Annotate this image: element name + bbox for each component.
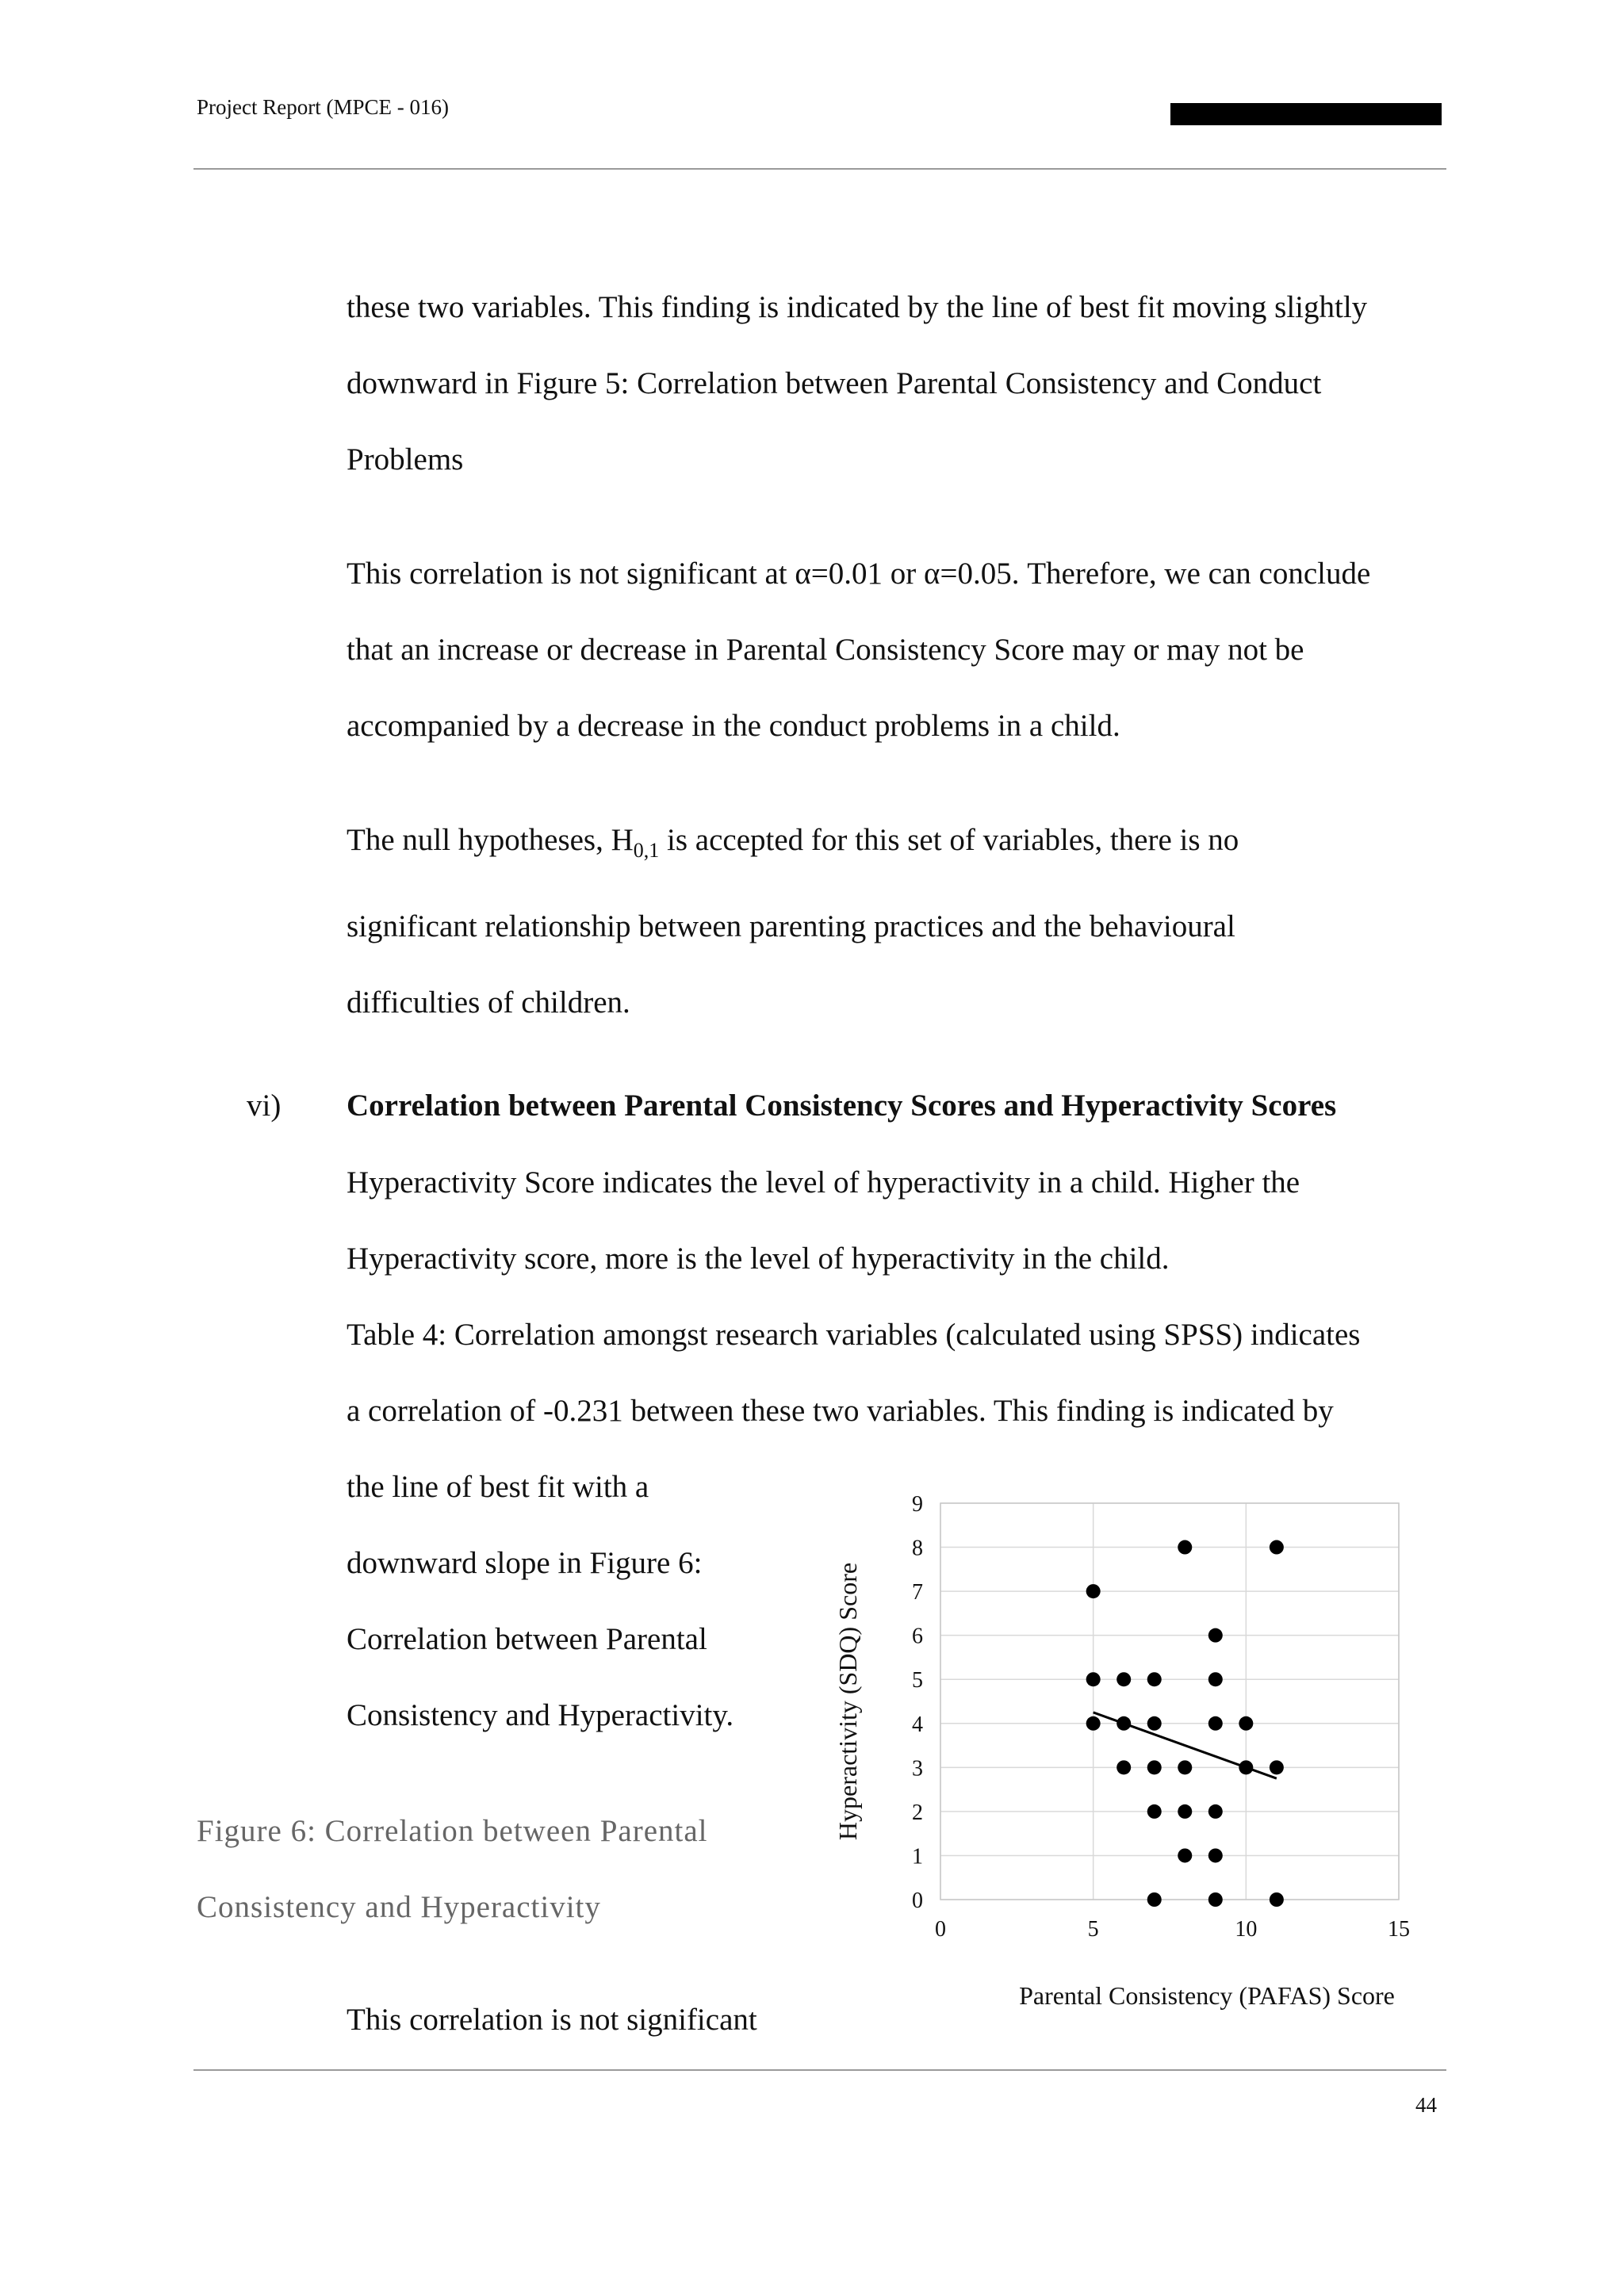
- section-body: [347, 1145, 1457, 1449]
- header-rule: [193, 168, 1446, 170]
- data-point: [1147, 1716, 1162, 1731]
- y-tick-label: 6: [912, 1624, 923, 1649]
- x-axis-label: Parental Consistency (PAFAS) Score: [1019, 1981, 1395, 2010]
- text-line: This correlation is not significant at α=0.01 or α=0.05. Therefore, we can conclude: [347, 557, 1371, 591]
- text-span: The null hypotheses, H: [347, 823, 634, 857]
- data-point: [1208, 1892, 1223, 1907]
- caption-line: Figure 6: Correlation between Parental: [197, 1814, 708, 1848]
- text-line: Table 4: Correlation amongst research variables (calculated using SPSS) indicates: [347, 1318, 1361, 1352]
- text-line: Hyperactivity score, more is the level of hyperactivity in the child.: [347, 1242, 1170, 1276]
- data-point: [1208, 1848, 1223, 1862]
- data-point: [1208, 1804, 1223, 1819]
- data-point: [1178, 1540, 1192, 1555]
- section-number: vi): [247, 1089, 282, 1123]
- data-point: [1208, 1716, 1223, 1731]
- x-tick-labels: [935, 1917, 1410, 1942]
- trailing-text: [347, 1982, 822, 2058]
- data-point: [1208, 1672, 1223, 1686]
- y-tick-label: 8: [912, 1536, 923, 1561]
- data-point: [1270, 1892, 1284, 1907]
- data-point: [1147, 1672, 1162, 1686]
- data-point: [1086, 1716, 1101, 1731]
- data-point: [1086, 1672, 1101, 1686]
- data-point: [1147, 1892, 1162, 1907]
- y-axis-label: Hyperactivity (SDQ) Score: [833, 1562, 862, 1841]
- y-tick-label: 4: [912, 1712, 923, 1737]
- footer-rule: [193, 2069, 1446, 2071]
- text-line: This correlation is not significant: [347, 2003, 757, 2037]
- text-line: Correlation between Parental: [347, 1622, 707, 1656]
- x-tick-label: 0: [935, 1917, 946, 1942]
- data-point: [1178, 1760, 1192, 1774]
- subscript: 0,1: [633, 838, 660, 862]
- data-point: [1086, 1584, 1101, 1598]
- data-point: [1116, 1760, 1131, 1774]
- data-point: [1239, 1716, 1253, 1731]
- text-line: downward in Figure 5: Correlation between Parental Consistency and Conduct: [347, 366, 1322, 400]
- wrapped-text: [347, 1449, 791, 1754]
- data-point: [1270, 1540, 1284, 1555]
- text-line: Hyperactivity Score indicates the level of hyperactivity in a child. Higher the: [347, 1165, 1300, 1200]
- data-point: [1116, 1716, 1131, 1731]
- y-tick-label: 1: [912, 1844, 923, 1869]
- scatter-chart: [825, 1475, 1443, 2030]
- data-point: [1178, 1804, 1192, 1819]
- y-tick-label: 9: [912, 1492, 923, 1517]
- y-tick-label: 2: [912, 1800, 923, 1825]
- text-line: that an increase or decrease in Parental Consistency Score may or may not be: [347, 633, 1304, 667]
- y-tick-label: 5: [912, 1668, 923, 1693]
- chart-grid: [940, 1503, 1399, 1900]
- text-line: the line of best fit with a: [347, 1470, 649, 1504]
- data-point: [1147, 1804, 1162, 1819]
- data-point: [1270, 1760, 1284, 1774]
- data-point: [1116, 1672, 1131, 1686]
- plot-frame: [940, 1503, 1399, 1900]
- text-line: [347, 802, 1457, 889]
- figure-caption: [197, 1793, 707, 1946]
- text-span: is accepted for this set of variables, there is no: [659, 823, 1239, 857]
- text-line: a correlation of -0.231 between these two variables. This finding is indicated by: [347, 1394, 1334, 1428]
- paragraph-significance: [347, 536, 1457, 764]
- x-tick-label: 15: [1388, 1917, 1410, 1942]
- data-point: [1178, 1848, 1192, 1862]
- y-tick-label: 0: [912, 1888, 923, 1913]
- data-point: [1208, 1628, 1223, 1643]
- paragraph-null-hypothesis: [347, 802, 1457, 1041]
- section-heading: Correlation between Parental Consistency Scores and Hyperactivity Scores: [347, 1089, 1337, 1123]
- x-tick-label: 10: [1235, 1917, 1258, 1942]
- running-header: Project Report (MPCE - 016): [197, 95, 449, 119]
- y-tick-label: 3: [912, 1756, 923, 1781]
- text-line: downward slope in Figure 6:: [347, 1546, 703, 1580]
- paragraph-continuation: [347, 270, 1457, 498]
- data-point: [1239, 1760, 1253, 1774]
- text-line: Problems: [347, 442, 464, 476]
- text-line: difficulties of children.: [347, 985, 630, 1020]
- caption-line: Consistency and Hyperactivity: [197, 1890, 601, 1924]
- data-point: [1147, 1760, 1162, 1774]
- text-line: significant relationship between parenting practices and the behavioural: [347, 909, 1235, 943]
- y-tick-labels: [912, 1492, 923, 1913]
- page-number: 44: [1415, 2093, 1437, 2117]
- text-line: accompanied by a decrease in the conduct problems in a child.: [347, 709, 1120, 743]
- x-tick-label: 5: [1087, 1917, 1099, 1942]
- y-tick-label: 7: [912, 1580, 923, 1605]
- text-line: Consistency and Hyperactivity.: [347, 1698, 734, 1732]
- redaction-bar: [1170, 103, 1442, 125]
- text-line: these two variables. This finding is indicated by the line of best fit moving slightly: [347, 290, 1368, 324]
